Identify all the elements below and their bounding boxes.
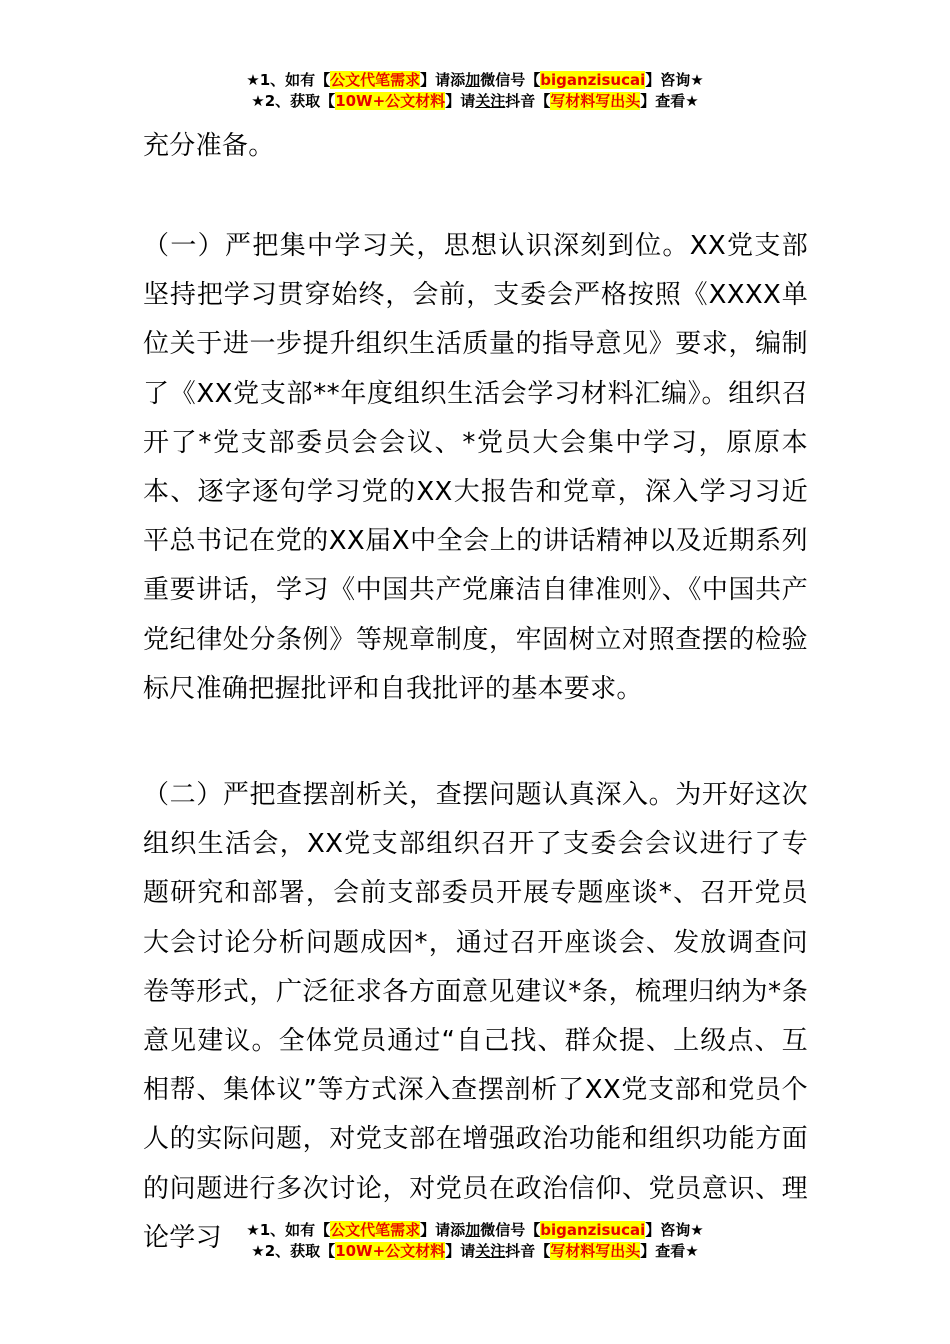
banner-line-1: ★1、如有【公文代笔需求】请添加微信号【biganzisucai】咨询★ bbox=[246, 1221, 704, 1239]
document-paragraph bbox=[143, 222, 808, 714]
banner-line-2: ★2、获取【10W+公文材料】请关注抖音【写材料写出头】查看★ bbox=[251, 1242, 699, 1260]
banner-highlight: 10W+公文材料 bbox=[335, 92, 446, 110]
document-paragraph bbox=[143, 771, 808, 1263]
banner-highlight: biganzisucai bbox=[540, 71, 646, 89]
paragraph-section-1: （一）严把集中学习关，思想认识深刻到位。XX党支部坚持把学习贯穿始终，会前，支委会严格按照《XXXX单位关于进一步提升组织生活质量的指导意见》要求，编制了《XX党支部**年度组织生活会学习材料汇编》。组织召开了*党支部委员会会议、*党员大会集中学习，原原本本、逐字逐句学习党的XX大报告和党章，深入学习习近平总书记在党的XX届X中全会上的讲话精神以及近期系列重要讲话，学习《中国共产党廉洁自律准则》、《中国共产党纪律处分条例》等规章制度，牢固树立对照查摆的检验标尺准确把握批评和自我批评的基本要求。 bbox=[143, 231, 808, 704]
banner-line-1: ★1、如有【公文代笔需求】请添加微信号【biganzisucai】咨询★ bbox=[246, 71, 704, 89]
banner-highlight: 写材料写出头 bbox=[550, 1242, 641, 1260]
banner-line-2: ★2、获取【10W+公文材料】请关注抖音【写材料写出头】查看★ bbox=[251, 92, 699, 110]
document-paragraph bbox=[143, 122, 808, 171]
paragraph-section-2: （二）严把查摆剖析关，查摆问题认真深入。为开好这次组织生活会，XX党支部组织召开了支委会会议进行了专题研究和部署，会前支部委员开展专题座谈*、召开党员大会讨论分析问题成因*，通过召开座谈会、发放调查问卷等形式，广泛征求各方面意见建议*条，梳理归纳为*条意见建议。全体党员通过“自己找、群众提、上级点、互相帮、集体议”等方式深入查摆剖析了XX党支部和党员个人的实际问题，对党支部在增强政治功能和组织功能方面的问题进行多次讨论，对党员在政治信仰、党员意识、理论学习 bbox=[143, 780, 808, 1253]
banner-highlight: 写材料写出头 bbox=[550, 92, 641, 110]
banner-highlight: 公文代笔需求 bbox=[330, 1221, 421, 1239]
banner-highlight: 公文代笔需求 bbox=[330, 71, 421, 89]
banner-highlight: biganzisucai bbox=[540, 1221, 646, 1239]
paragraph-continuation: 充分准备。 bbox=[143, 131, 275, 161]
header-banner bbox=[0, 70, 950, 112]
banner-highlight: 10W+公文材料 bbox=[335, 1242, 446, 1260]
footer-banner bbox=[0, 1220, 950, 1262]
